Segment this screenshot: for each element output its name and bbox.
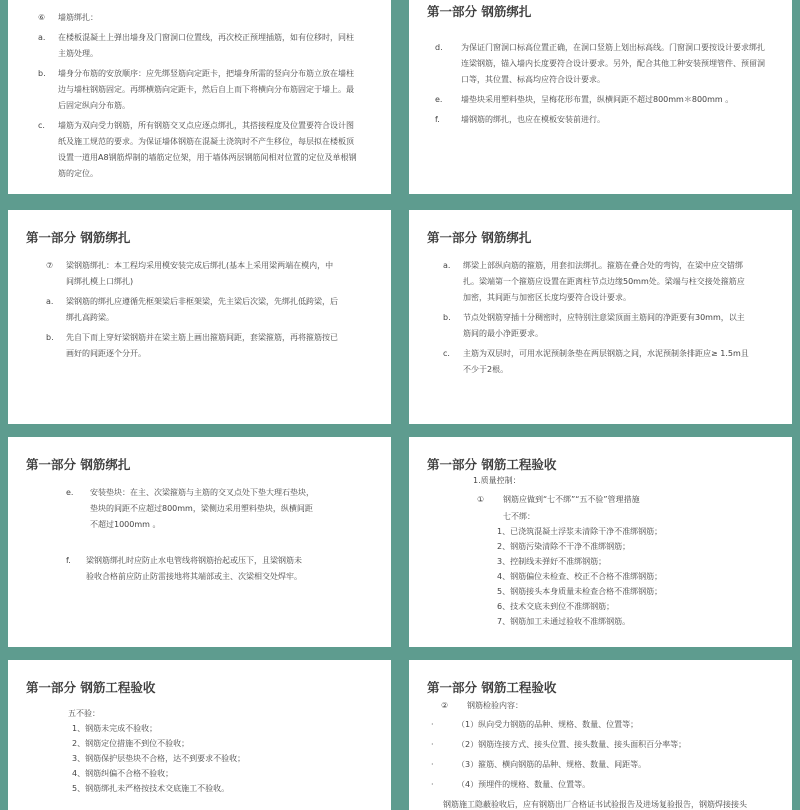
item-b: b. 节点处钢筋穿插十分稠密时，应特别注意梁顶面主筋间的净距要有30mm，以主 筋间的最小净距要求。: [443, 313, 745, 338]
slide-title: 第一部分 钢筋绑扎: [427, 4, 532, 19]
slide-rebar-acceptance-2: [8, 660, 391, 810]
item-a: a. 绑梁上部纵向筋的箍筋，用套扣法绑扎。箍筋在叠合处的弯钩，在梁中应交错绑 扎。梁端第一个箍筋应设置在距离柱节点边缘50mm处。梁端与柱交接处箍筋应 加密，其间距与加密区长度均要符合设计要求。: [443, 261, 745, 302]
seven-not-bind-heading: 七不绑：: [503, 512, 535, 521]
bottom-text: 钢筋施工隐蔽验收后，应有钢筋出厂合格证书试验报告及进场复验报告，钢筋焊接接头: [443, 800, 747, 809]
list-item: 4、钢筋纠偏不合格不验收；: [72, 769, 174, 778]
five-not-accept-list: [68, 721, 383, 796]
list-item: · （4）预埋件的规格、数量、位置等。: [431, 780, 591, 789]
item-c: c. 主筋为双层时，可用水泥预制条垫在两层钢筋之间，水泥预制条排距应≥ 1.5m且 不少于2根。: [443, 349, 749, 374]
inspection-bullets: [431, 717, 786, 792]
list-item: · （3）箍筋、横向钢筋的品种、规格、数量、间距等。: [431, 760, 647, 769]
slide-rebar-acceptance-1: [409, 437, 792, 647]
slide-beam-rebar-1: [8, 210, 391, 424]
list-item: 7、钢筋加工未通过验收不准绑钢筋。: [497, 617, 631, 626]
slide-beam-rebar-3: [8, 437, 391, 647]
item-d: d. 为保证门窗洞口标高位置正确，在洞口竖筋上划出标高线。门窗洞口要按设计要求绑扎 连梁钢筋，锚入墙内长度要符合设计要求。另外，配合其他工种安装预埋管件、预留洞 口等，其位置、标高均应符合设计要求。: [435, 43, 765, 84]
item-e: e. 安装垫块：在主、次梁箍筋与主筋的交叉点处下垫大理石垫块， 垫块的间距不应超过800mm，梁侧边采用塑料垫块，纵横间距 不超过1000mm 。: [66, 488, 314, 529]
inspection-point: ② 钢筋检验内容：: [441, 701, 523, 710]
slide-title: 第一部分 钢筋绑扎: [427, 230, 532, 245]
item-e: e. 墙垫块采用塑料垫块，呈梅花形布置，纵横间距不超过800mm＊800mm 。: [435, 95, 734, 104]
item-c: c. 墙筋为双向受力钢筋，所有钢筋交叉点应逐点绑扎，其搭接程度及位置要符合设计图 纸及施工规范的要求。为保证墙体钢筋在混凝土浇筑时不产生移位，每层拟在楼板顶 设置一道用A8钢筋焊制的墙筋定位架，用于墙体两层钢筋间相对位置的定位及单根钢 筋的定位。: [38, 121, 357, 178]
list-item: 4、钢筋偏位未检查、校正不合格不准绑钢筋；: [497, 572, 663, 581]
slide-title: 第一部分 钢筋工程验收: [427, 680, 557, 695]
item-f: f. 墙钢筋的绑扎，也应在模板安装前进行。: [435, 115, 605, 124]
list-item: · （2）钢筋连接方式、接头位置、接头数量、接头面积百分率等；: [431, 740, 687, 749]
quality-control-heading: 1.质量控制：: [473, 476, 521, 485]
item-a: a. 在楼板混凝土上弹出墙身及门窗洞口位置线，再次校正预埋插筋，如有位移时，同柱 主筋处理。: [38, 33, 354, 58]
item-b: b. 墙身分布筋的安放顺序：应先绑竖筋向定距卡，把墙身所需的竖向分布筋立放在墙柱 边与墙柱钢筋固定。再绑横筋向定距卡，然后自上而下将横向分布筋固定于墙上。最 后固定纵向分布筋。: [38, 69, 354, 110]
slide-title: 第一部分 钢筋工程验收: [26, 680, 156, 695]
list-item: 5、钢筋绑扎未严格按技术交底施工不验收。: [72, 784, 230, 793]
item-b: b. 先自下而上穿好梁钢筋并在梁主筋上画出箍筋间距，套梁箍筋，再将箍筋按已 画好的间距逐个分开。: [46, 333, 338, 358]
item-7: ⑦ 梁钢筋绑扎：本工程均采用模安装完成后绑扎(基本上采用梁两端在模内，中 间绑扎模上口绑扎): [46, 261, 334, 286]
list-item: 3、钢筋保护层垫块不合格，达不到要求不验收；: [72, 754, 246, 763]
list-item: 1、钢筋未完成不验收；: [72, 724, 158, 733]
list-item: 2、钢筋污染清除不干净不准绑钢筋；: [497, 542, 631, 551]
slide-wall-rebar-1: [8, 0, 391, 194]
slide-wall-rebar-2: [409, 0, 792, 194]
item-a: a. 梁钢筋的绑扎应遵循先框架梁后非框架梁，先主梁后次梁，先绑扎低跨梁，后 绑扎高跨梁。: [46, 297, 338, 322]
seven-not-bind-list: [473, 524, 783, 629]
management-point: ① 钢筋应做到“七不绑”“五不验”管理措施: [477, 495, 640, 504]
list-item: 5、钢筋接头本身质量未检查合格不准绑钢筋；: [497, 587, 663, 596]
list-item: 1、已浇筑混凝土浮浆未清除干净不准绑钢筋；: [497, 527, 663, 536]
five-not-accept-heading: 五不验：: [68, 709, 100, 718]
list-item: 2、钢筋定位措施不到位不验收；: [72, 739, 190, 748]
list-item: · （1）纵向受力钢筋的品种、规格、数量、位置等；: [431, 720, 639, 729]
slide-title: 第一部分 钢筋绑扎: [26, 230, 131, 245]
list-item: 6、技术交底未到位不准绑钢筋；: [497, 602, 615, 611]
slide-rebar-acceptance-3: [409, 660, 792, 810]
slide-title: 第一部分 钢筋绑扎: [26, 457, 131, 472]
slide-beam-rebar-2: [409, 210, 792, 424]
list-item: 3、控制线未弹好不准绑钢筋；: [497, 557, 607, 566]
slide-title: 第一部分 钢筋工程验收: [427, 457, 557, 472]
item-f: f. 梁钢筋绑扎时应防止水电管线将钢筋抬起或压下，且梁钢筋未 验收合格前应防止防雷接地将其端部或主、次梁相交处焊牢。: [66, 556, 302, 581]
item-6: ⑥ 墙筋绑扎：: [38, 13, 98, 22]
